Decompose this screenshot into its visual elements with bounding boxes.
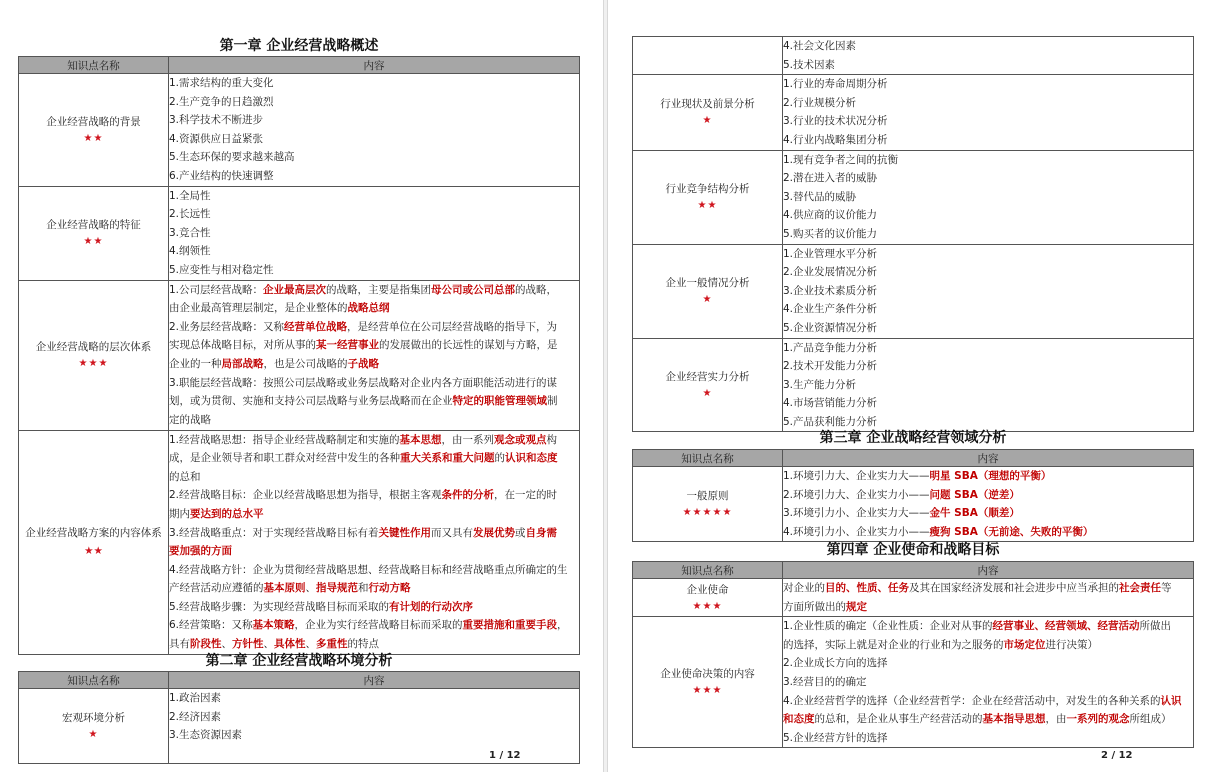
content-text: 3.行业的技术状况分析	[783, 115, 888, 128]
content-line	[169, 281, 579, 300]
emphasis-text: 规定	[846, 600, 867, 613]
content-line	[783, 673, 1193, 692]
page-2	[608, 0, 1208, 772]
content-text: 和	[358, 582, 369, 595]
importance-stars: ★	[88, 729, 99, 740]
content-text: 4.行业内战略集团分析	[783, 133, 888, 146]
table-row	[633, 338, 1194, 432]
knowledge-name: 企业使命	[686, 583, 729, 596]
content-line	[783, 617, 1193, 636]
table-header-row	[19, 672, 580, 689]
content-text: 及其在国家经济发展和社会进步中应当承担的	[909, 582, 1119, 594]
emphasis-text: 认识	[1160, 694, 1182, 707]
content-cell	[169, 186, 580, 280]
importance-stars: ★	[702, 294, 713, 306]
content-line	[169, 187, 579, 206]
header-knowledge-name: 知识点名称	[19, 57, 169, 74]
content-line	[169, 561, 579, 580]
content-text: ，	[557, 619, 568, 632]
content-line	[783, 75, 1193, 94]
chapter-title: 第三章 企业战略经营领域分析	[819, 430, 1007, 446]
emphasis-text: 子战略	[347, 357, 379, 370]
emphasis-text: 一系列的观念	[1066, 713, 1130, 726]
content-line	[783, 94, 1193, 113]
header-knowledge-name: 知识点名称	[19, 672, 169, 689]
emphasis-text: 要达到的总水平	[190, 507, 264, 520]
content-text: 3.职能层经营战略：按照公司层战略或业务层战略对企业内各方面职能活动进行的谋	[169, 376, 558, 389]
emphasis-text: 观念或观点	[494, 433, 547, 446]
knowledge-table	[18, 56, 580, 655]
content-line	[169, 224, 579, 243]
emphasis-text: 经营事业、经营领域、经营活动	[992, 620, 1140, 633]
content-line	[783, 188, 1193, 207]
emphasis-text: 基本指导思想	[982, 713, 1046, 726]
content-cell	[783, 150, 1194, 244]
emphasis-text: 目的、性质、任务	[825, 582, 909, 594]
knowledge-name: 宏观环境分析	[62, 712, 125, 724]
content-line	[783, 598, 1193, 617]
content-cell	[169, 280, 580, 430]
content-text: 、	[305, 638, 316, 651]
content-text: 4.企业生产条件分析	[783, 303, 878, 316]
content-line	[169, 486, 579, 505]
content-text: 5.产品获利能力分析	[783, 415, 878, 428]
table-row	[19, 430, 580, 654]
content-text: 3.企业技术素质分析	[783, 284, 878, 297]
emphasis-text: 多重性	[316, 638, 348, 651]
content-text: 的特点	[347, 638, 379, 651]
emphasis-text: 某一经营事业	[316, 339, 379, 352]
content-text: 企业的一种	[169, 357, 222, 370]
content-text: 对企业的	[783, 582, 825, 594]
importance-stars: ★★	[83, 236, 104, 248]
chapter-title: 第一章 企业经营战略概述	[219, 38, 379, 54]
content-text: 实现总体战略目标，对所从事的	[169, 339, 316, 352]
knowledge-name-cell	[633, 75, 783, 150]
content-text: 2.技术开发能力分析	[783, 360, 878, 373]
content-text: 成，是企业领导者和职工群众对经营中发生的各种	[169, 452, 400, 465]
content-line	[169, 130, 579, 149]
content-text: 2.企业成长方向的选择	[783, 657, 888, 670]
content-line	[783, 579, 1193, 598]
importance-stars: ★★	[83, 132, 104, 144]
content-text: 1.全局性	[169, 189, 211, 202]
content-line	[169, 542, 579, 561]
knowledge-name-cell	[633, 150, 783, 244]
content-text: 所做出	[1139, 620, 1172, 633]
content-text: 2.长远性	[169, 208, 211, 221]
content-text: 或	[515, 526, 526, 539]
emphasis-text: 行动方略	[368, 582, 411, 595]
content-text: 1.现有竞争者之间的抗衡	[783, 153, 899, 166]
table-header-row	[633, 562, 1194, 579]
content-text: 、	[221, 638, 232, 651]
content-text: 的	[494, 452, 505, 465]
content-text: 3.经营目的的确定	[783, 675, 867, 688]
knowledge-name-cell	[19, 280, 169, 430]
page-number: 2 / 12	[1101, 750, 1133, 761]
content-line	[783, 169, 1193, 188]
knowledge-name-cell	[633, 37, 783, 75]
content-line	[783, 710, 1193, 729]
emphasis-text: 母公司或公司总部	[431, 283, 516, 296]
importance-stars: ★★★	[692, 600, 723, 612]
content-text: 3.生产能力分析	[783, 378, 857, 391]
knowledge-name-cell	[633, 579, 783, 617]
emphasis-text: 基本思想	[399, 433, 442, 446]
emphasis-text: 阶段性	[190, 638, 222, 651]
content-line	[783, 300, 1193, 319]
content-line	[169, 374, 579, 393]
knowledge-name: 一般原则	[686, 490, 729, 503]
knowledge-name-cell	[19, 430, 169, 654]
content-line	[169, 635, 579, 654]
knowledge-name: 企业经营实力分析	[665, 370, 750, 383]
content-line	[169, 524, 579, 543]
content-text: 4.经营战略方针：企业为贯彻经营战略思想、经营战略目标和经营战略重点所确定的生	[169, 563, 568, 576]
content-line	[169, 93, 579, 112]
content-text: 1.环境引力大、企业实力大——	[783, 470, 930, 482]
content-line	[169, 726, 579, 745]
content-text: 、	[305, 582, 316, 595]
content-text: 2.企业发展情况分析	[783, 266, 878, 279]
table-header-row	[633, 450, 1194, 467]
importance-stars: ★★★	[78, 358, 109, 370]
emphasis-text: 和态度	[783, 713, 815, 726]
content-cell	[169, 430, 580, 654]
table-row	[633, 617, 1194, 748]
content-line	[783, 37, 1193, 56]
content-line	[169, 411, 579, 430]
header-content: 内容	[783, 562, 1194, 579]
content-line	[169, 689, 579, 708]
content-line	[169, 598, 579, 617]
content-text: 3.经营战略重点：对于实现经营战略目标有着	[169, 526, 379, 539]
content-text: 3.环境引力小、企业实力大——	[783, 507, 930, 520]
emphasis-text: 特定的职能管理领域	[452, 395, 547, 408]
content-text: 进行决策）	[1045, 638, 1098, 651]
content-line	[169, 355, 579, 374]
content-text: ，由	[1045, 713, 1067, 726]
content-text: 2.潜在进入者的威胁	[783, 172, 878, 185]
chapter-title: 第四章 企业使命和战略目标	[826, 542, 1000, 558]
content-text: 4.企业经营哲学的选择（企业经营哲学：企业在经营活动中，对发生的各种关系的	[783, 694, 1161, 707]
knowledge-table	[632, 561, 1194, 748]
content-line	[783, 225, 1193, 244]
table-header-row	[19, 57, 580, 74]
page-number: 1 / 12	[489, 750, 521, 761]
table-row	[19, 280, 580, 430]
content-line	[169, 261, 579, 280]
content-cell	[783, 579, 1194, 617]
header-content: 内容	[169, 672, 580, 689]
content-cell	[783, 617, 1194, 748]
knowledge-name-cell	[633, 244, 783, 338]
content-text: 而又具有	[431, 526, 474, 539]
content-line	[783, 654, 1193, 673]
content-line	[783, 636, 1193, 655]
header-content: 内容	[783, 450, 1194, 467]
content-line	[169, 205, 579, 224]
content-line	[783, 729, 1193, 748]
content-text: 制	[547, 395, 558, 408]
content-text: ，也是公司战略的	[263, 357, 348, 370]
content-cell	[783, 244, 1194, 338]
content-text: 1.企业管理水平分析	[783, 247, 878, 260]
table-row	[19, 186, 580, 280]
emphasis-text: 局部战略	[221, 357, 264, 370]
knowledge-name-cell	[633, 338, 783, 432]
emphasis-text: 瘦狗 SBA（无前途、失败的平衡）	[929, 525, 1094, 538]
page-1	[0, 0, 603, 772]
content-text: 3.竞合性	[169, 226, 211, 239]
emphasis-text: 指导规范	[316, 582, 358, 595]
knowledge-name: 行业竞争结构分析	[665, 183, 750, 196]
content-line	[169, 167, 579, 186]
knowledge-name: 企业经营战略方案的内容体系★★	[25, 527, 162, 558]
emphasis-text: 金牛 SBA（顺差）	[929, 507, 1020, 520]
content-text: 2.经济因素	[169, 710, 222, 723]
knowledge-name: 企业经营战略的背景	[46, 115, 141, 128]
knowledge-table	[632, 449, 1194, 542]
emphasis-text: 基本策略	[252, 619, 295, 632]
content-line	[169, 579, 579, 598]
content-line	[169, 74, 579, 93]
emphasis-text: 明星 SBA（理想的平衡）	[929, 470, 1052, 482]
content-text: ，是经营单位在公司层经营战略的指导下，为	[347, 320, 558, 333]
content-text: 1.行业的寿命周期分析	[783, 78, 888, 91]
knowledge-name-cell	[633, 467, 783, 542]
table-row	[633, 150, 1194, 244]
content-text: 4.供应商的议价能力	[783, 209, 878, 222]
emphasis-text: 方针性	[232, 638, 264, 651]
content-line	[783, 206, 1193, 225]
knowledge-name-cell	[19, 74, 169, 187]
content-line	[783, 263, 1193, 282]
content-line	[783, 413, 1193, 432]
content-cell	[783, 467, 1194, 542]
content-cell	[783, 338, 1194, 432]
content-text: 2.业务层经营战略：又称	[169, 320, 285, 333]
table-row	[633, 75, 1194, 150]
content-line	[169, 299, 579, 318]
header-knowledge-name: 知识点名称	[633, 562, 783, 579]
content-line	[783, 56, 1193, 75]
emphasis-text: 问题 SBA（逆差）	[929, 488, 1020, 501]
emphasis-text: 有计划的行动次序	[389, 600, 474, 613]
content-text: 的战略，	[515, 283, 558, 296]
content-line	[169, 505, 579, 524]
emphasis-text: 发展优势	[473, 526, 516, 539]
content-text: 4.纲领性	[169, 245, 211, 258]
table-row	[633, 579, 1194, 617]
content-text: 定的战略	[169, 413, 211, 426]
content-line	[169, 449, 579, 468]
content-text: 的总和	[169, 470, 201, 483]
emphasis-text: 经营单位战略	[284, 320, 348, 333]
content-text: 1.需求结构的重大变化	[169, 77, 274, 89]
knowledge-name: 行业现状及前景分析	[660, 98, 755, 111]
content-text: 4.资源供应日益紧张	[169, 132, 264, 145]
content-text: 的战略，主要是指集团	[326, 283, 432, 296]
emphasis-text: 自身需	[525, 526, 558, 539]
knowledge-name: 企业使命决策的内容	[660, 668, 755, 681]
content-text: 6.产业结构的快速调整	[169, 169, 274, 182]
content-text: 3.生态资源因素	[169, 729, 243, 742]
content-text: 6.经营策略：又称	[169, 619, 253, 632]
content-line	[169, 111, 579, 130]
knowledge-name: 企业经营战略的特征	[46, 219, 141, 232]
content-text: 5.技术因素	[783, 58, 836, 71]
content-text: 4.社会文化因素	[783, 40, 857, 52]
knowledge-name-cell	[633, 617, 783, 748]
content-cell	[783, 75, 1194, 150]
content-line	[783, 376, 1193, 395]
content-text: 构	[546, 433, 558, 446]
content-text: 期内	[169, 507, 190, 520]
content-line	[783, 131, 1193, 150]
content-text: 3.替代品的威胁	[783, 190, 857, 203]
content-text: ，企业为实行经营战略目标而采取的	[294, 619, 463, 632]
emphasis-text: 认识和态度	[505, 452, 558, 465]
content-line	[783, 394, 1193, 413]
content-text: 的发展做出的长远性的谋划与方略，是	[379, 339, 558, 352]
content-text: 5.企业经营方针的选择	[783, 731, 888, 744]
content-text: 产经营活动应遵循的	[169, 582, 264, 595]
content-line	[169, 431, 579, 450]
emphasis-text: 关键性作用	[378, 526, 432, 539]
emphasis-text: 社会责任	[1119, 582, 1161, 594]
content-text: 4.市场营销能力分析	[783, 397, 878, 410]
emphasis-text: 企业最高层次	[263, 283, 327, 296]
emphasis-text: 要加强的方面	[169, 545, 232, 558]
content-line	[783, 319, 1193, 338]
content-text: 2.经营战略目标：企业以经营战略思想为指导，根据主客观	[169, 489, 442, 502]
content-text: 4.环境引力小、企业实力小——	[783, 525, 930, 538]
knowledge-name: 企业经营战略的层次体系	[35, 341, 152, 354]
content-text: 2.环境引力大、企业实力小——	[783, 488, 930, 501]
content-text: 3.科学技术不断进步	[169, 114, 264, 127]
content-text: 的总和，是企业从事生产经营活动的	[814, 713, 983, 726]
content-text: 5.企业资源情况分析	[783, 321, 878, 334]
content-line	[169, 148, 579, 167]
content-text: 划，或为贯彻、实施和支持公司层战略与业务层战略而在企业	[169, 395, 453, 408]
content-text: 5.生态环保的要求越来越高	[169, 151, 295, 164]
content-text: 1.经营战略思想：指导企业经营战略制定和实施的	[169, 433, 400, 446]
content-text: ，由一系列	[441, 433, 495, 446]
header-content: 内容	[169, 57, 580, 74]
content-text: 具有	[169, 638, 190, 651]
content-line	[783, 504, 1193, 523]
content-line	[783, 245, 1193, 264]
importance-stars: ★★★	[692, 685, 723, 697]
importance-stars: ★★★★★	[682, 507, 733, 519]
content-line	[169, 242, 579, 261]
content-text: 1.政治因素	[169, 692, 222, 704]
content-cell	[783, 37, 1194, 75]
emphasis-text: 条件的分析	[441, 489, 495, 502]
importance-stars: ★★	[84, 545, 103, 558]
emphasis-text: 战略总纲	[347, 302, 390, 315]
content-cell	[169, 74, 580, 187]
content-text: 由企业最高管理层制定，是企业整体的	[169, 302, 348, 315]
table-row	[633, 467, 1194, 542]
content-text: 1.企业性质的确定（企业性质：企业对从事的	[783, 620, 993, 633]
content-text: 、	[263, 638, 274, 651]
content-line	[783, 692, 1193, 711]
content-line	[169, 392, 579, 411]
content-text: 2.行业规模分析	[783, 96, 857, 109]
content-line	[783, 467, 1193, 486]
content-line	[169, 468, 579, 487]
content-line	[169, 616, 579, 635]
content-line	[169, 318, 579, 337]
table-row	[19, 74, 580, 187]
table-row	[633, 37, 1194, 75]
content-text: 的选择，实际上就是对企业的行业和为之服务的	[783, 638, 1004, 651]
emphasis-text: 重大关系和重大问题	[400, 452, 495, 465]
content-text: 1.公司层经营战略：	[169, 283, 264, 296]
table-row	[633, 244, 1194, 338]
content-text: 5.购买者的议价能力	[783, 227, 878, 240]
content-line	[783, 112, 1193, 131]
content-text: ，在一定的时	[494, 489, 558, 502]
importance-stars: ★	[702, 387, 713, 399]
knowledge-name-cell	[19, 689, 169, 764]
content-text: 5.应变性与相对稳定性	[169, 263, 274, 276]
header-knowledge-name: 知识点名称	[633, 450, 783, 467]
content-text: 所组成）	[1129, 713, 1172, 726]
knowledge-name-cell	[19, 186, 169, 280]
content-line	[783, 486, 1193, 505]
emphasis-text: 基本原则	[263, 582, 306, 595]
content-line	[783, 282, 1193, 301]
content-text: 5.经营战略步骤：为实现经营战略目标而采取的	[169, 600, 390, 613]
content-text: 等	[1161, 582, 1172, 594]
knowledge-name: 企业一般情况分析	[665, 277, 750, 290]
content-text: 1.产品竞争能力分析	[783, 341, 878, 354]
content-line	[783, 339, 1193, 358]
chapter-title: 第二章 企业经营战略环境分析	[205, 653, 393, 669]
content-line	[783, 523, 1193, 542]
content-line	[169, 708, 579, 727]
importance-stars: ★	[702, 115, 713, 127]
content-line	[169, 336, 579, 355]
emphasis-text: 具体性	[274, 638, 306, 651]
emphasis-text: 市场定位	[1003, 638, 1046, 651]
importance-stars: ★★	[697, 200, 718, 212]
content-text: 2.生产竞争的日趋激烈	[169, 95, 274, 108]
emphasis-text: 重要措施和重要手段	[462, 619, 558, 632]
knowledge-table	[632, 36, 1194, 432]
content-line	[783, 357, 1193, 376]
content-line	[783, 151, 1193, 170]
content-text: 方面所做出的	[783, 600, 846, 613]
